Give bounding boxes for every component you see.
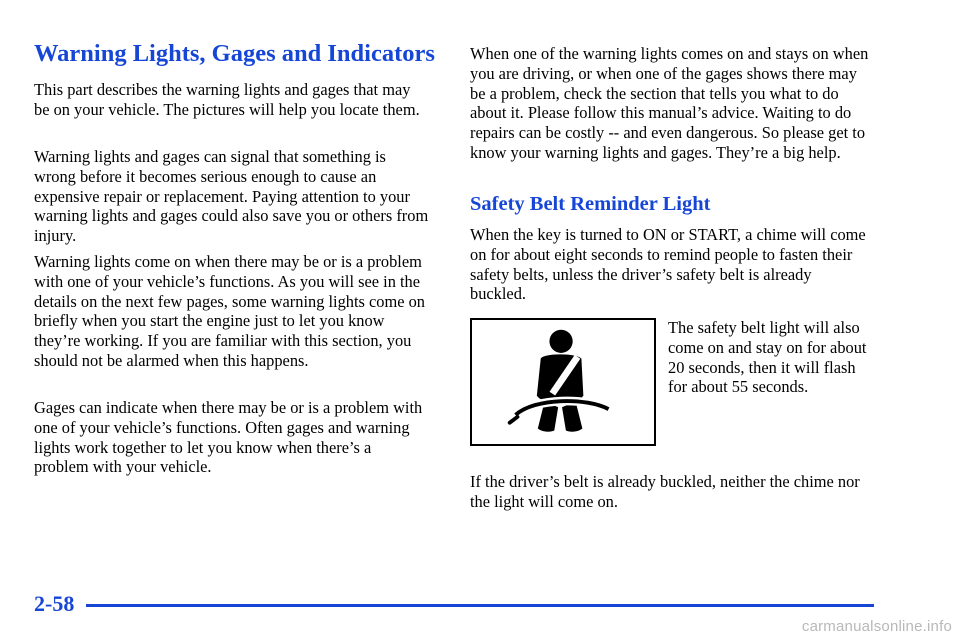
left-paragraph-4: Gages can indicate when there may be or is a problem with one of your vehicle’s functions. Often gages and warning lights work together to let you know when there’s a problem with your vehicle.: [34, 398, 423, 477]
after-icon-text: If the driver’s belt is already buckled, neither the chime nor the light will come on.: [470, 472, 860, 511]
left-paragraph-3: Warning lights come on when there may be or is a problem with one of your vehicle’s functions. As you will see in the details on the next few pages, some warning lights come on briefly when you start the engine just to let you know they’re working. If you are familiar with this section, you should not be alarmed when this happens.: [34, 252, 426, 370]
watermark: carmanualsonline.info: [801, 618, 952, 635]
left-paragraph-1: This part describes the warning lights and gages that may be on your vehicle. The pictures will help you locate them.: [34, 80, 420, 119]
page-title: Warning Lights, Gages and Indicators: [34, 40, 435, 67]
icon-side-text: The safety belt light will also come on and stay on for about 20 seconds, then it will flash for about 55 seconds.: [668, 318, 867, 397]
footer-rule: [86, 604, 874, 607]
right-paragraph: When the key is turned to ON or START, a chime will come on for about eight seconds to remind people to fasten their safety belts, unless the driver’s safety belt is already buckled.: [470, 225, 866, 304]
section-heading: Safety Belt Reminder Light: [470, 193, 711, 215]
page-number: 2-58: [34, 591, 75, 616]
safety-belt-icon: [470, 318, 656, 446]
left-paragraph-2: Warning lights and gages can signal that something is wrong before it becomes serious enough to cause an expensive repair or replacement. Paying attention to your warning lights and gages could also save you or others from injury.: [34, 147, 429, 246]
right-intro-paragraph: When one of the warning lights comes on and stays on when you are driving, or when one of the gages shows there may be a problem, check the section that tells you what to do about it. Please follow this manual’s advice. Waiting to do repairs can be costly -- and even dangerous. So please get to know your warning lights and gages. They’re a big help.: [470, 44, 869, 162]
